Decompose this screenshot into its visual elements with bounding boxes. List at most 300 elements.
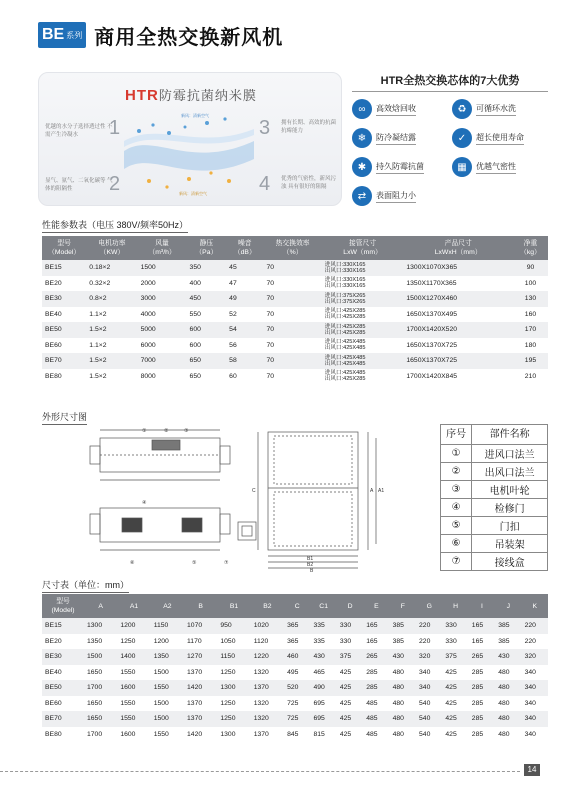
perf-cell: 52 xyxy=(226,307,263,323)
perf-cell: 4000 xyxy=(138,307,187,323)
dim-cell: 490 xyxy=(310,680,336,696)
parts-no: ④ xyxy=(441,499,472,517)
dim-row xyxy=(42,680,548,696)
hero-feature-4-text: 优秀的气密性，新风污浊 具有很好的阻隔 xyxy=(281,176,337,190)
perf-pipe-out: 出风口:425X285 xyxy=(324,314,366,321)
dim-cell: 330 xyxy=(337,618,363,634)
perf-cell: 0.8×2 xyxy=(86,291,137,307)
callout-2: ② xyxy=(164,428,169,434)
dim-cell: 725 xyxy=(284,711,310,727)
shield-icon: ✓ xyxy=(452,128,472,148)
parts-name: 接线盒 xyxy=(472,553,548,571)
dim-header: A2 xyxy=(151,594,184,618)
page-header xyxy=(38,20,283,50)
dim-cell: 385 xyxy=(390,634,416,650)
parts-name: 门扣 xyxy=(472,517,548,535)
dim-cell: 165 xyxy=(469,618,495,634)
airtight-icon: ▦ xyxy=(452,157,472,177)
advantages-title: HTR全热交换芯体的7大优势 xyxy=(352,72,548,92)
perf-header xyxy=(403,236,513,260)
perf-header-sub: （KW） xyxy=(99,249,125,256)
perf-cell: 1650X1370X725 xyxy=(403,338,513,354)
dim-cell: 425 xyxy=(337,727,363,743)
advantage-item xyxy=(352,127,448,149)
dim-cell: 430 xyxy=(310,649,336,665)
perf-cell: 160 xyxy=(513,307,548,323)
dim-cell: 495 xyxy=(284,665,310,681)
dim-cell: 1250 xyxy=(217,665,250,681)
dim-cell: 1700 xyxy=(84,727,117,743)
dim-cell: 285 xyxy=(469,680,495,696)
perf-pipe-cell xyxy=(322,307,404,323)
perf-pipe-out: 出风口:330X165 xyxy=(324,283,366,290)
parts-name: 进风口法兰 xyxy=(472,445,548,463)
perf-cell: 180 xyxy=(513,338,548,354)
perf-pipe-out: 出风口:375X265 xyxy=(324,298,366,305)
perf-cell: 49 xyxy=(226,291,263,307)
dim-cell: 1250 xyxy=(117,634,150,650)
dim-cell: 220 xyxy=(416,618,442,634)
perf-cell: 1350X1170X365 xyxy=(403,276,513,292)
dim-cell: 1370 xyxy=(184,696,217,712)
dim-cell: 1200 xyxy=(117,618,150,634)
dim-cell: 220 xyxy=(522,634,548,650)
dim-header: F xyxy=(390,594,416,618)
dim-cell: 480 xyxy=(390,711,416,727)
dim-cell: 460 xyxy=(284,649,310,665)
perf-pipe-in: 进风口:425X485 xyxy=(324,339,366,346)
perf-cell: 350 xyxy=(187,260,227,276)
fresh-air-label: 新风：清新空气 xyxy=(181,113,209,118)
perf-header xyxy=(322,236,404,260)
perf-header xyxy=(187,236,227,260)
perf-header-main: 型号 xyxy=(57,240,71,247)
dim-header: C1 xyxy=(310,594,336,618)
perf-header-main: 静压 xyxy=(199,240,214,247)
dim-cell: 425 xyxy=(337,680,363,696)
dim-row xyxy=(42,727,548,743)
dim-cell: 335 xyxy=(310,618,336,634)
dim-cell: 425 xyxy=(442,680,468,696)
dim-b: B xyxy=(310,568,314,572)
dim-cell: 1120 xyxy=(251,634,284,650)
parts-name: 吊装架 xyxy=(472,535,548,553)
advantages-grid xyxy=(352,98,548,207)
perf-row xyxy=(42,322,548,338)
advantage-label: 高效焓回收 xyxy=(376,103,416,116)
advantage-label: 持久防霉抗菌 xyxy=(376,161,424,174)
perf-cell: 45 xyxy=(226,260,263,276)
dim-header: G xyxy=(416,594,442,618)
perf-cell: 6000 xyxy=(138,338,187,354)
dim-cell: 320 xyxy=(522,649,548,665)
perf-pipe-cell xyxy=(322,338,404,354)
dim-header: H xyxy=(442,594,468,618)
perf-cell: 130 xyxy=(513,291,548,307)
dim-cell: 540 xyxy=(416,711,442,727)
perf-header-main: 风量 xyxy=(155,240,169,247)
parts-row xyxy=(441,463,548,481)
dim-cell: 165 xyxy=(363,634,389,650)
dim-row xyxy=(42,618,548,634)
dim-cell: 1370 xyxy=(251,680,284,696)
membrane-illustration xyxy=(119,111,259,197)
dim-cell: 285 xyxy=(469,696,495,712)
dim-cell: 335 xyxy=(310,634,336,650)
perf-cell: 70 xyxy=(263,369,321,385)
hero-feature-1-num: 1 xyxy=(109,117,121,139)
hero-feature-1-text: 优越的水分子选择透过性 不需产生冷凝水 xyxy=(45,124,113,138)
perf-cell: 70 xyxy=(263,291,321,307)
dim-header: B2 xyxy=(251,594,284,618)
dim-cell: 425 xyxy=(442,727,468,743)
dim-b2: B2 xyxy=(307,562,314,568)
perf-cell: 70 xyxy=(263,276,321,292)
low-resistance-icon: ⇄ xyxy=(352,186,372,206)
perf-pipe-in: 进风口:330X165 xyxy=(324,277,366,284)
dim-cell: BE20 xyxy=(42,634,84,650)
perf-cell: 195 xyxy=(513,353,548,369)
parts-row xyxy=(441,481,548,499)
outlet-flange-right xyxy=(220,446,230,464)
perf-cell: 2000 xyxy=(138,276,187,292)
perf-cell: 450 xyxy=(187,291,227,307)
perf-cell: 170 xyxy=(513,322,548,338)
perf-pipe-cell xyxy=(322,291,404,307)
dim-cell: 1200 xyxy=(151,634,184,650)
hero-feature-2-text: 显气、氨气、二氧化碳等 气体的阻隔性 xyxy=(45,178,113,192)
advantage-item xyxy=(352,156,448,178)
perf-pipe-in: 进风口:375X265 xyxy=(324,292,366,299)
perf-cell: 650 xyxy=(187,369,227,385)
dim-header xyxy=(42,594,84,618)
dim-cell: BE60 xyxy=(42,696,84,712)
callout-3: ③ xyxy=(184,428,189,434)
dim-cell: 1150 xyxy=(151,618,184,634)
dim-cell: 1700 xyxy=(84,680,117,696)
perf-pipe-out: 出风口:425X485 xyxy=(324,345,366,352)
water-cycle-icon: ♻ xyxy=(452,99,472,119)
dim-cell: 1500 xyxy=(151,711,184,727)
dim-row xyxy=(42,696,548,712)
dim-cell: 1650 xyxy=(84,696,117,712)
dim-cell: 1550 xyxy=(117,711,150,727)
perf-header-main: 净重 xyxy=(523,240,538,247)
dim-cell: BE15 xyxy=(42,618,84,634)
dim-cell: 1350 xyxy=(151,649,184,665)
dim-cell: 340 xyxy=(522,665,548,681)
series-badge xyxy=(38,22,86,48)
dim-cell: 480 xyxy=(495,711,521,727)
perf-cell: 8000 xyxy=(138,369,187,385)
parts-no: ⑥ xyxy=(441,535,472,553)
dim-cell: 340 xyxy=(416,665,442,681)
dim-cell: 1070 xyxy=(184,618,217,634)
parts-name: 检修门 xyxy=(472,499,548,517)
perf-cell: 1300X1070X365 xyxy=(403,260,513,276)
perf-cell: 100 xyxy=(513,276,548,292)
perf-cell: 70 xyxy=(263,353,321,369)
dim-cell: 220 xyxy=(522,618,548,634)
dim-cell: 385 xyxy=(495,618,521,634)
dim-cell: 1220 xyxy=(251,649,284,665)
dim-cell: 425 xyxy=(442,711,468,727)
dim-cell: 815 xyxy=(310,727,336,743)
dim-cell: 1020 xyxy=(251,618,284,634)
dim-cell: 330 xyxy=(337,634,363,650)
dim-cell: 1370 xyxy=(184,711,217,727)
dim-a1: A1 xyxy=(378,488,385,494)
perf-header-main: 电机功率 xyxy=(98,240,126,247)
dim-cell: 1320 xyxy=(251,696,284,712)
perf-cell: 0.32×2 xyxy=(86,276,137,292)
dim-cell: 425 xyxy=(442,665,468,681)
parts-row xyxy=(441,553,548,571)
perf-cell: 1.1×2 xyxy=(86,338,137,354)
dim-cell: 520 xyxy=(284,680,310,696)
dim-cell: 430 xyxy=(390,649,416,665)
perf-row xyxy=(42,260,548,276)
perf-cell: 58 xyxy=(226,353,263,369)
dim-cell: 1270 xyxy=(184,649,217,665)
dim-cell: 480 xyxy=(390,665,416,681)
perf-cell: 5000 xyxy=(138,322,187,338)
dim-cell: 1250 xyxy=(217,711,250,727)
perf-row xyxy=(42,291,548,307)
perf-pipe-in: 进风口:330X165 xyxy=(324,261,366,268)
dim-cell: 320 xyxy=(416,649,442,665)
hero-feature-3-num: 3 xyxy=(259,117,271,139)
perf-pipe-out: 出风口:425X285 xyxy=(324,329,366,336)
advantage-item xyxy=(452,98,548,120)
perf-cell: 60 xyxy=(226,369,263,385)
perf-cell: 7000 xyxy=(138,353,187,369)
perf-header-sub: （%） xyxy=(282,249,303,256)
dim-cell: 695 xyxy=(310,696,336,712)
hero-feature-4-num: 4 xyxy=(259,173,271,195)
hero-title-rest: 防霉抗菌纳米膜 xyxy=(158,88,257,103)
perf-pipe-cell xyxy=(322,276,404,292)
footer-divider xyxy=(0,771,520,772)
dim-cell: 1170 xyxy=(184,634,217,650)
advantage-label: 表面阻力小 xyxy=(376,190,416,203)
series-badge-main: BE xyxy=(42,26,65,43)
dim-cell: 340 xyxy=(522,680,548,696)
dim-header: B1 xyxy=(217,594,250,618)
perf-cell: 400 xyxy=(187,276,227,292)
hero-title-htr: HTR xyxy=(125,87,159,104)
dim-cell: 485 xyxy=(363,696,389,712)
perf-row xyxy=(42,369,548,385)
perf-cell: 600 xyxy=(187,322,227,338)
perf-cell: 1700X1420X520 xyxy=(403,322,513,338)
perf-cell: 56 xyxy=(226,338,263,354)
dim-cell: 265 xyxy=(469,649,495,665)
perf-cell: 1650X1370X725 xyxy=(403,353,513,369)
dim-cell: 285 xyxy=(469,711,495,727)
callout-1: ① xyxy=(142,428,147,434)
dim-cell: 1420 xyxy=(184,680,217,696)
perf-cell: 1.5×2 xyxy=(86,369,137,385)
antibacterial-icon: ✱ xyxy=(352,157,372,177)
perf-cell: 1.5×2 xyxy=(86,353,137,369)
dim-cell: BE80 xyxy=(42,727,84,743)
dim-cell: 430 xyxy=(495,649,521,665)
perf-pipe-in: 进风口:425X485 xyxy=(324,354,366,361)
efficiency-icon: ∞ xyxy=(352,99,372,119)
dim-cell: 285 xyxy=(363,665,389,681)
dim-cell: 950 xyxy=(217,618,250,634)
page-title: 商用全热交换新风机 xyxy=(94,26,284,49)
advantages-panel xyxy=(352,72,548,207)
parts-no: ⑦ xyxy=(441,553,472,571)
dim-cell: 385 xyxy=(390,618,416,634)
dim-cell: 1650 xyxy=(84,665,117,681)
dim-header-model-sub: (Model) xyxy=(51,607,75,614)
perf-cell: 3000 xyxy=(138,291,187,307)
perf-pipe-cell xyxy=(322,260,404,276)
dim-cell: 285 xyxy=(363,680,389,696)
perf-header-main: 噪音 xyxy=(238,240,252,247)
perf-cell: 0.18×2 xyxy=(86,260,137,276)
perf-cell: BE50 xyxy=(42,322,86,338)
perf-header-sub: LxWxH（mm） xyxy=(434,249,482,256)
perf-header xyxy=(42,236,86,260)
perf-pipe-cell xyxy=(322,369,404,385)
perf-cell: 1650X1370X495 xyxy=(403,307,513,323)
dim-cell: 385 xyxy=(495,634,521,650)
dim-cell: 1250 xyxy=(217,696,250,712)
perf-cell: 650 xyxy=(187,353,227,369)
dim-cell: 425 xyxy=(337,665,363,681)
dim-header: I xyxy=(469,594,495,618)
dim-cell: 340 xyxy=(416,680,442,696)
dim-cell: 1420 xyxy=(184,727,217,743)
dim-header: J xyxy=(495,594,521,618)
dim-cell: 1650 xyxy=(84,711,117,727)
perf-cell: 90 xyxy=(513,260,548,276)
advantage-label: 超长使用寿命 xyxy=(476,132,524,145)
perf-pipe-out: 出风口:425X285 xyxy=(324,376,366,383)
return-air-label: 新风：清新空气 xyxy=(179,191,207,196)
dim-cell: BE70 xyxy=(42,711,84,727)
dim-cell: 1600 xyxy=(117,727,150,743)
dim-cell: 330 xyxy=(442,634,468,650)
perf-header xyxy=(513,236,548,260)
dim-cell: 480 xyxy=(495,680,521,696)
dim-cell: 480 xyxy=(390,696,416,712)
perf-row xyxy=(42,307,548,323)
inlet-flange-left xyxy=(90,446,100,464)
advantage-item xyxy=(352,98,448,120)
parts-row xyxy=(441,535,548,553)
callout-4: ④ xyxy=(142,500,147,506)
performance-table xyxy=(42,236,548,384)
perf-header-sub: （kg） xyxy=(520,249,541,256)
dim-cell: 340 xyxy=(522,727,548,743)
dim-cell: 1500 xyxy=(151,665,184,681)
drawing-title: 外形尺寸图 xyxy=(42,410,87,425)
htr-membrane-panel xyxy=(38,72,342,206)
dim-row xyxy=(42,649,548,665)
dim-cell: BE40 xyxy=(42,665,84,681)
dim-cell: 1500 xyxy=(84,649,117,665)
perf-cell: 47 xyxy=(226,276,263,292)
perf-header-sub: （Model） xyxy=(48,249,81,256)
perf-header-sub: （dB） xyxy=(233,249,256,256)
dim-header: A xyxy=(84,594,117,618)
dim-header: D xyxy=(337,594,363,618)
dim-cell: 375 xyxy=(337,649,363,665)
perf-cell: 1500 xyxy=(138,260,187,276)
side-view-body xyxy=(268,432,358,550)
dim-header: C xyxy=(284,594,310,618)
page-number: 14 xyxy=(524,764,540,776)
parts-name: 电机叶轮 xyxy=(472,481,548,499)
perf-cell: BE30 xyxy=(42,291,86,307)
dim-cell: BE30 xyxy=(42,649,84,665)
perf-pipe-cell xyxy=(322,353,404,369)
anti-freeze-icon: ❄ xyxy=(352,128,372,148)
perf-header xyxy=(86,236,137,260)
parts-row xyxy=(441,499,548,517)
parts-header-no: 序号 xyxy=(441,425,472,445)
dim-cell: 425 xyxy=(337,711,363,727)
perf-pipe-out: 出风口:330X165 xyxy=(324,267,366,274)
parts-name: 出风口法兰 xyxy=(472,463,548,481)
hero-feature-2-num: 2 xyxy=(109,173,121,195)
dimension-table xyxy=(42,594,548,742)
perf-cell: 54 xyxy=(226,322,263,338)
dim-cell: 365 xyxy=(284,618,310,634)
dim-cell: 220 xyxy=(416,634,442,650)
perf-row xyxy=(42,353,548,369)
perf-cell: 1.1×2 xyxy=(86,307,137,323)
dim-row xyxy=(42,634,548,650)
perf-cell: 70 xyxy=(263,260,321,276)
dim-table-title: 尺寸表（单位：mm） xyxy=(42,578,129,593)
advantage-label: 防冷凝结露 xyxy=(376,132,416,145)
hero-feature-3-text: 拥有长期、高效的抗菌 抗霉能力 xyxy=(281,120,337,134)
callout-5: ⑤ xyxy=(192,560,197,566)
perf-header xyxy=(226,236,263,260)
dim-cell: 285 xyxy=(469,665,495,681)
dim-cell: 1370 xyxy=(184,665,217,681)
hero-title xyxy=(125,85,257,104)
dim-cell: 330 xyxy=(442,618,468,634)
dim-b1: B1 xyxy=(307,556,314,562)
advantage-item xyxy=(352,185,448,207)
dim-cell: 285 xyxy=(469,727,495,743)
parts-table xyxy=(440,424,548,571)
dim-cell: 1500 xyxy=(151,696,184,712)
perf-cell: BE80 xyxy=(42,369,86,385)
perf-cell: BE70 xyxy=(42,353,86,369)
perf-pipe-in: 进风口:425X285 xyxy=(324,308,366,315)
perf-header-main: 热交换效率 xyxy=(275,240,310,247)
dim-cell: 165 xyxy=(469,634,495,650)
callout-6: ⑥ xyxy=(130,560,135,566)
callout-7: ⑦ xyxy=(224,560,229,566)
parts-no: ① xyxy=(441,445,472,463)
perf-header-main: 接管尺寸 xyxy=(348,240,377,247)
perf-pipe-in: 进风口:425X285 xyxy=(324,323,366,330)
dim-c: C xyxy=(252,488,256,494)
perf-cell: 210 xyxy=(513,369,548,385)
dim-cell: 375 xyxy=(442,649,468,665)
dim-cell: 1550 xyxy=(117,665,150,681)
dim-cell: 485 xyxy=(363,727,389,743)
